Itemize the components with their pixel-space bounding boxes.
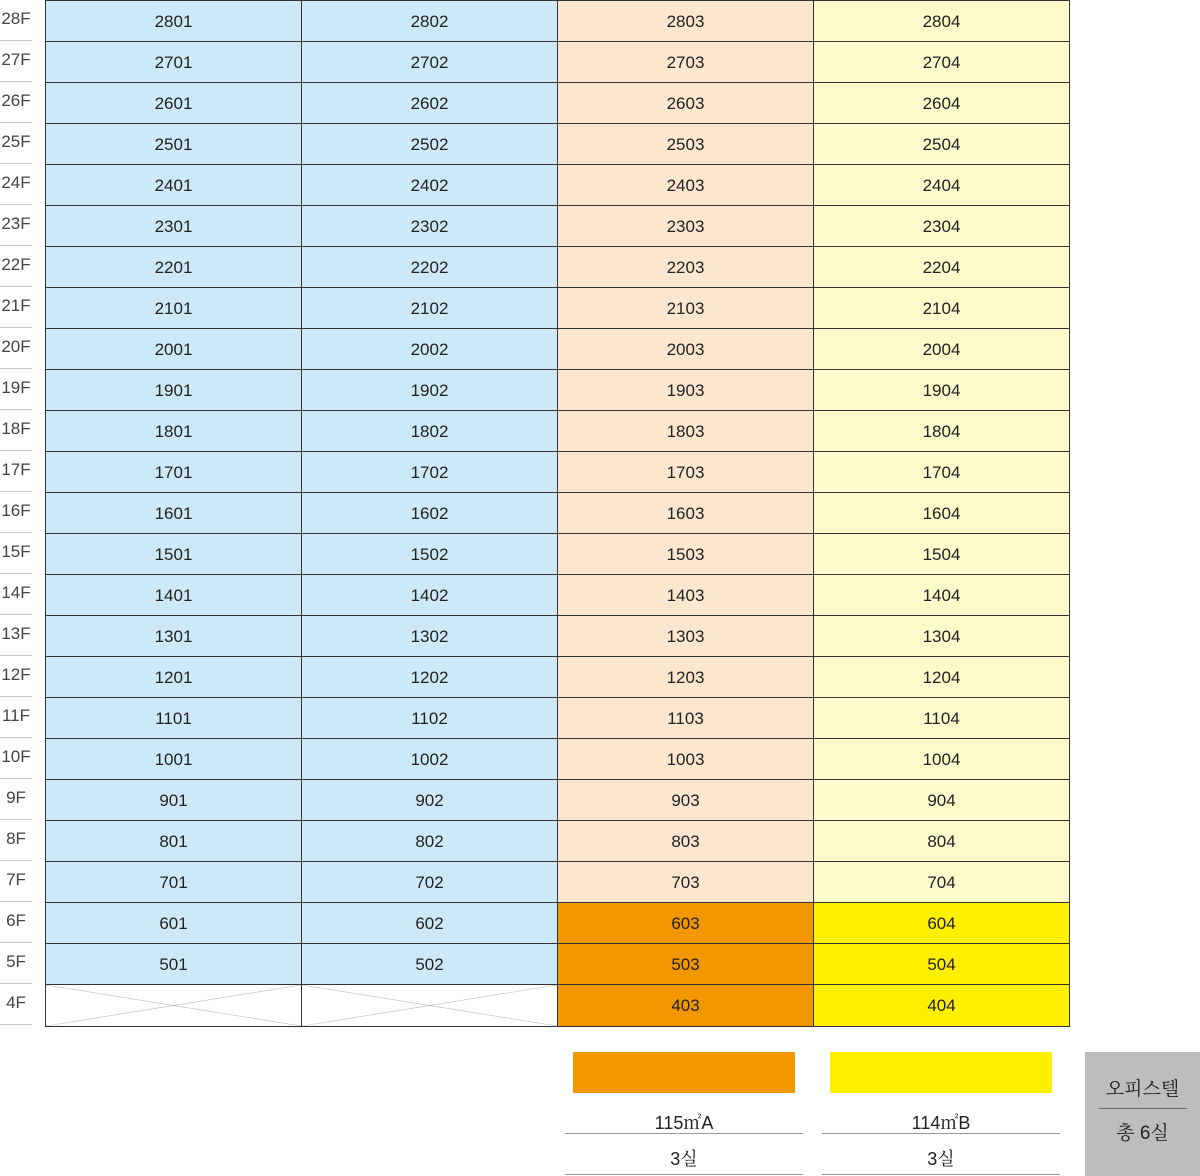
floor-label: 16F <box>0 492 32 533</box>
unit-cell <box>302 247 558 288</box>
unit-number: 1303 <box>666 627 705 646</box>
unit-cell <box>814 944 1069 985</box>
unit-cell <box>46 370 302 411</box>
unit-cell <box>814 821 1069 862</box>
unit-cell <box>302 83 558 124</box>
unit-number: 2602 <box>410 94 449 113</box>
unit-number: 1501 <box>154 545 193 564</box>
unit-cell <box>302 698 558 739</box>
floor-label: 11F <box>0 697 32 738</box>
unit-number: 1504 <box>922 545 961 564</box>
legend-divider <box>822 1133 1060 1134</box>
unit-number: 2701 <box>154 53 193 72</box>
unit-cell <box>46 862 302 903</box>
unit-number: 502 <box>415 955 444 974</box>
unit-number: 901 <box>159 791 188 810</box>
unit-cell <box>814 1 1069 42</box>
unit-cell <box>558 944 814 985</box>
unit-cell <box>302 42 558 83</box>
unit-number: 1104 <box>923 709 960 728</box>
unit-cell <box>814 698 1069 739</box>
unit-number: 2803 <box>666 12 705 31</box>
unit-number: 2301 <box>154 217 193 236</box>
unit-number: 2004 <box>922 340 961 359</box>
unit-number: 802 <box>415 832 444 851</box>
unit-cell <box>558 83 814 124</box>
unit-number: 2802 <box>410 12 449 31</box>
floor-label: 19F <box>0 369 32 410</box>
unit-cell <box>46 616 302 657</box>
unit-number: 2702 <box>410 53 449 72</box>
floor-label: 27F <box>0 41 32 82</box>
floor-label: 7F <box>0 861 32 902</box>
unit-cell <box>558 288 814 329</box>
unit-cell <box>46 780 302 821</box>
unit-number: 1201 <box>154 668 193 687</box>
unit-number: 2001 <box>154 340 193 359</box>
unit-cell <box>814 329 1069 370</box>
unit-number: 2503 <box>666 135 705 154</box>
unit-number: 1702 <box>410 463 449 482</box>
unit-number: 1101 <box>155 709 192 728</box>
unit-number: 2303 <box>666 217 705 236</box>
unit-cell <box>558 739 814 780</box>
unit-number: 1003 <box>666 750 705 769</box>
legend-divider <box>565 1174 803 1175</box>
unit-number: 1304 <box>922 627 961 646</box>
unit-cell <box>46 493 302 534</box>
floor-label: 22F <box>0 246 32 287</box>
unit-number: 404 <box>927 996 956 1015</box>
floor-label: 9F <box>0 779 32 820</box>
unit-number: 1801 <box>154 422 193 441</box>
unit-number: 2002 <box>410 340 449 359</box>
unit-cell <box>814 83 1069 124</box>
unit-number: 1103 <box>667 709 704 728</box>
unit-number: 804 <box>927 832 956 851</box>
unit-number: 2502 <box>410 135 449 154</box>
unit-number: 2604 <box>922 94 961 113</box>
unit-cell <box>558 698 814 739</box>
unit-cell <box>46 42 302 83</box>
unit-number: 702 <box>415 873 444 892</box>
unit-cell <box>46 124 302 165</box>
unit-number: 1703 <box>666 463 705 482</box>
unit-number: 1302 <box>410 627 449 646</box>
unit-cell <box>302 493 558 534</box>
unit-number: 1001 <box>154 750 193 769</box>
legend-count-115a: 3실 <box>670 1149 698 1169</box>
legend-count-114b: 3실 <box>927 1149 955 1169</box>
unit-cell <box>302 1 558 42</box>
unit-cell <box>302 575 558 616</box>
floor-label: 10F <box>0 738 32 779</box>
unit-cell <box>814 206 1069 247</box>
unit-cell <box>46 698 302 739</box>
unit-cell <box>814 534 1069 575</box>
unit-cell <box>814 862 1069 903</box>
unit-cell <box>558 42 814 83</box>
unit-cell <box>814 616 1069 657</box>
floor-label: 28F <box>0 0 32 41</box>
summary-title: 오피스텔 <box>1105 1079 1180 1100</box>
unit-number: 2804 <box>922 12 961 31</box>
unit-cell <box>46 575 302 616</box>
unit-number: 501 <box>159 955 188 974</box>
unit-number: 2704 <box>922 53 961 72</box>
summary-box <box>1085 1052 1200 1176</box>
unit-cell <box>814 780 1069 821</box>
unit-cell <box>302 657 558 698</box>
unit-number: 903 <box>671 791 700 810</box>
unit-number: 604 <box>927 914 956 933</box>
unit-number: 1203 <box>666 668 705 687</box>
unit-number: 1502 <box>410 545 449 564</box>
unit-grid <box>45 0 1070 1027</box>
unit-cell <box>46 944 302 985</box>
unit-number: 803 <box>671 832 700 851</box>
unit-cell <box>558 411 814 452</box>
unit-number: 1802 <box>410 422 449 441</box>
unit-cell <box>558 903 814 944</box>
unit-cell <box>46 452 302 493</box>
unit-number: 1902 <box>410 381 449 400</box>
unit-cell <box>46 739 302 780</box>
unit-cell <box>302 329 558 370</box>
legend-divider <box>565 1133 803 1134</box>
unit-number: 1403 <box>666 586 705 605</box>
unit-cell <box>814 247 1069 288</box>
unit-cell <box>558 247 814 288</box>
unit-cell <box>46 83 302 124</box>
unit-number: 2603 <box>666 94 705 113</box>
floor-label: 8F <box>0 820 32 861</box>
unit-number: 1803 <box>666 422 705 441</box>
unit-cell <box>302 165 558 206</box>
unit-cell <box>46 288 302 329</box>
cross-hatch-icon <box>302 985 557 1026</box>
unit-number: 1704 <box>922 463 961 482</box>
floor-label: 18F <box>0 410 32 451</box>
unit-number: 2203 <box>666 258 705 277</box>
unit-cell <box>302 288 558 329</box>
unit-cell <box>302 534 558 575</box>
unit-cell <box>814 575 1069 616</box>
floor-label: 23F <box>0 205 32 246</box>
unit-number: 1804 <box>922 422 961 441</box>
unit-number: 1901 <box>154 381 193 400</box>
unit-number: 2102 <box>410 299 449 318</box>
unit-cell <box>558 985 814 1026</box>
unit-number: 703 <box>671 873 700 892</box>
unit-number: 1204 <box>922 668 961 687</box>
unit-number: 2703 <box>666 53 705 72</box>
unit-number: 2104 <box>922 299 961 318</box>
unit-number: 603 <box>671 914 700 933</box>
unit-cell <box>302 124 558 165</box>
unit-number: 1004 <box>922 750 961 769</box>
unit-number: 1301 <box>154 627 193 646</box>
unit-cell <box>558 534 814 575</box>
empty-unit-cell <box>302 985 558 1026</box>
unit-cell <box>814 493 1069 534</box>
legend-swatch-115a <box>573 1052 795 1093</box>
unit-cell <box>814 903 1069 944</box>
floor-label: 12F <box>0 656 32 697</box>
unit-number: 2204 <box>922 258 961 277</box>
unit-number: 902 <box>415 791 444 810</box>
unit-number: 1602 <box>410 504 449 523</box>
unit-number: 704 <box>927 873 956 892</box>
unit-number: 801 <box>159 832 188 851</box>
unit-number: 1102 <box>411 709 448 728</box>
unit-number: 2403 <box>666 176 705 195</box>
unit-cell <box>558 124 814 165</box>
unit-cell <box>814 124 1069 165</box>
floor-label: 15F <box>0 533 32 574</box>
unit-cell <box>558 206 814 247</box>
unit-cell <box>302 903 558 944</box>
unit-cell <box>302 780 558 821</box>
unit-number: 1503 <box>666 545 705 564</box>
floor-label: 14F <box>0 574 32 615</box>
unit-cell <box>46 903 302 944</box>
unit-cell <box>302 452 558 493</box>
unit-cell <box>46 821 302 862</box>
unit-cell <box>302 370 558 411</box>
unit-cell <box>46 206 302 247</box>
legend-type-115a: 115㎡A <box>654 1113 714 1133</box>
unit-number: 2003 <box>666 340 705 359</box>
unit-cell <box>302 944 558 985</box>
unit-number: 1404 <box>922 586 961 605</box>
unit-number: 1601 <box>154 504 193 523</box>
unit-number: 1701 <box>154 463 193 482</box>
floor-label: 21F <box>0 287 32 328</box>
unit-number: 1903 <box>666 381 705 400</box>
unit-cell <box>558 370 814 411</box>
unit-cell <box>558 329 814 370</box>
unit-cell <box>302 616 558 657</box>
unit-cell <box>558 862 814 903</box>
floor-label: 6F <box>0 902 32 943</box>
unit-number: 2103 <box>666 299 705 318</box>
unit-number: 2101 <box>154 299 193 318</box>
unit-cell <box>558 452 814 493</box>
unit-cell <box>46 534 302 575</box>
unit-cell <box>558 821 814 862</box>
unit-cell <box>814 42 1069 83</box>
unit-number: 904 <box>927 791 956 810</box>
legend-type-114b: 114㎡B <box>911 1113 971 1133</box>
unit-cell <box>558 493 814 534</box>
unit-cell <box>558 575 814 616</box>
summary-divider <box>1099 1108 1187 1109</box>
unit-number: 1202 <box>410 668 449 687</box>
floor-label: 20F <box>0 328 32 369</box>
unit-cell <box>814 165 1069 206</box>
unit-cell <box>46 657 302 698</box>
unit-number: 2402 <box>410 176 449 195</box>
unit-number: 1604 <box>922 504 961 523</box>
unit-cell <box>46 411 302 452</box>
floor-label: 4F <box>0 984 32 1025</box>
unit-number: 1002 <box>410 750 449 769</box>
unit-cell <box>558 1 814 42</box>
unit-number: 2504 <box>922 135 961 154</box>
unit-number: 2404 <box>922 176 961 195</box>
cross-hatch-icon <box>46 985 301 1026</box>
unit-number: 701 <box>159 873 188 892</box>
unit-cell <box>558 616 814 657</box>
unit-number: 2201 <box>154 258 193 277</box>
unit-cell <box>814 288 1069 329</box>
unit-number: 1904 <box>922 381 961 400</box>
unit-number: 602 <box>415 914 444 933</box>
unit-cell <box>46 165 302 206</box>
unit-number: 2304 <box>922 217 961 236</box>
unit-cell <box>814 370 1069 411</box>
unit-cell <box>814 739 1069 780</box>
floor-label: 5F <box>0 943 32 984</box>
unit-cell <box>46 329 302 370</box>
unit-cell <box>814 657 1069 698</box>
floor-label: 13F <box>0 615 32 656</box>
unit-cell <box>302 821 558 862</box>
unit-number: 503 <box>671 955 700 974</box>
unit-cell <box>814 985 1069 1026</box>
floor-label: 25F <box>0 123 32 164</box>
unit-cell <box>558 657 814 698</box>
unit-number: 2302 <box>410 217 449 236</box>
unit-number: 2401 <box>154 176 193 195</box>
unit-cell <box>302 739 558 780</box>
unit-cell <box>302 206 558 247</box>
unit-cell <box>46 247 302 288</box>
floor-label: 26F <box>0 82 32 123</box>
summary-total: 총 6실 <box>1116 1123 1169 1144</box>
legend-swatch-114b <box>830 1052 1052 1093</box>
unit-number: 2501 <box>154 135 193 154</box>
unit-number: 2601 <box>154 94 193 113</box>
unit-number: 403 <box>671 996 700 1015</box>
legend-divider <box>822 1174 1060 1175</box>
unit-number: 1401 <box>154 586 193 605</box>
unit-cell <box>814 411 1069 452</box>
unit-cell <box>814 452 1069 493</box>
floor-label: 24F <box>0 164 32 205</box>
unit-number: 2801 <box>154 12 193 31</box>
unit-cell <box>46 1 302 42</box>
unit-number: 1402 <box>410 586 449 605</box>
empty-unit-cell <box>46 985 302 1026</box>
unit-number: 1603 <box>666 504 705 523</box>
floor-label: 17F <box>0 451 32 492</box>
unit-number: 2202 <box>410 258 449 277</box>
unit-cell <box>558 165 814 206</box>
unit-number: 601 <box>159 914 188 933</box>
unit-cell <box>302 862 558 903</box>
unit-cell <box>558 780 814 821</box>
unit-cell <box>302 411 558 452</box>
unit-number: 504 <box>927 955 956 974</box>
